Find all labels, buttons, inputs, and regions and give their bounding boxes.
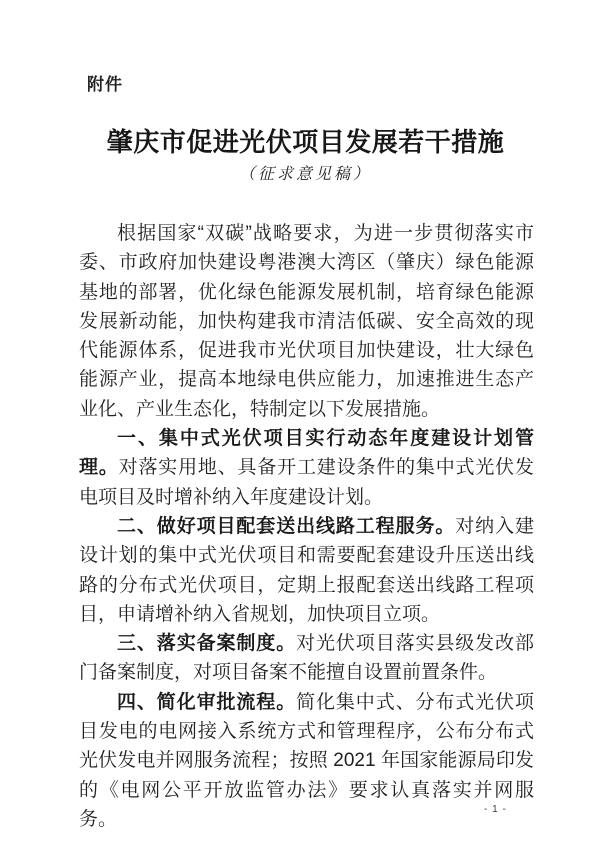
attachment-label: 附件 xyxy=(87,75,123,94)
measure-4-text: 简化集中式、分布式光伏项目发电的电网接入系统方式和管理程序，公布分布式光伏发电并网服务流程；按照 2021 年国家能源局印发的《电网公平开放监管办法》要求认真落实并网服务。 xyxy=(79,691,534,830)
measure-2-lead: 二、做好项目配套送出线路工程服务。 xyxy=(117,515,456,537)
measure-3-text: 对光伏项目落实县级发改部门备案制度，对项目备案不能擅自设置前置条件。 xyxy=(79,633,534,684)
document-title: 肇庆市促进光伏项目发展若干措施 xyxy=(106,127,505,157)
measure-paragraph-4 xyxy=(79,688,534,834)
measure-1-lead: 一、集中式光伏项目实行动态年度建设计划管理。 xyxy=(79,428,534,479)
measure-paragraph-3 xyxy=(79,629,534,688)
measure-1-text: 对落实用地、具备开工建设条件的集中式光伏发电项目及时增补纳入年度建设计划。 xyxy=(79,457,534,508)
document-body xyxy=(79,219,534,834)
page-number: - 1 - xyxy=(484,804,507,815)
document-subtitle: （征求意见稿） xyxy=(238,164,372,183)
measure-4-lead: 四、简化审批流程。 xyxy=(117,691,297,713)
measure-2-text: 对纳入建设计划的集中式光伏项目和需要配套建设升压送出线路的分布式光伏项目，定期上报配套送出线路工程项目，申请增补纳入省规划，加快项目立项。 xyxy=(79,515,534,625)
measure-3-lead: 三、落实备案制度。 xyxy=(117,633,297,655)
intro-paragraph: 根据国家“双碳”战略要求，为进一步贯彻落实市委、市政府加快建设粤港澳大湾区（肇庆）绿色能源基地的部署，优化绿色能源发展机制，培育绿色能源发展新动能，加快构建我市清洁低碳、安全高效的现代能源体系，促进我市光伏项目加快建设，壮大绿色能源产业，提高本地绿电供应能力，加速推进生态产业化、产业生态化，特制定以下发展措施。 xyxy=(79,223,534,420)
measure-paragraph-2 xyxy=(79,512,534,629)
measure-paragraph-1 xyxy=(79,424,534,512)
